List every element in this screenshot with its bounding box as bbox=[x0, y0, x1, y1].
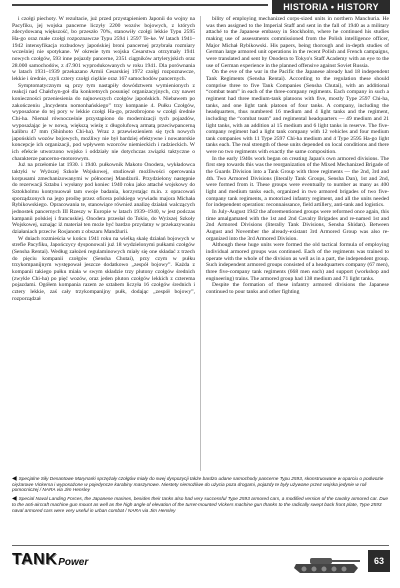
paragraph: W dniach rozmieścia w końcu 1941 roku na wielką skalę działań bojowych w strefie Pacyfiku, Japończycy dysponowali już 18 wydzielonymi pułkami czołgów (Sensha Rentai). Według założeń regulaminowych miały się one składać z trzech do pięciu kompanii czołgów (Sensha Chutai), przy czym w pułku trzykompanijnym występował jeszcze dodatkowo „zespół bojowy”. Każda z kompanii takiego pułku miała w swym składzie trzy plutony czołgów średnich (zwykle Chi-ha) po pięć wozów, oraz jeden pluton czołgów lekkich z czterema pojazdami. Ogółem kompania razem ze sztabem liczyła 16 czołgów średnich i cztery lekkie, zaś cały trzykompanijny pułk, dodając „zespół bojowy”, rozporządzał bbox=[12, 235, 195, 302]
paragraph: On the eve of the war in the Pacific the Japanese already had 18 independent Tank Regiments (Sensha Rentai). According to the regulation these should comprise three to five Tank Companies (Sensha Chutai), with an additional “combat team” in each of the three-company regiments. Each company in such a regiment had three medium-tank platoons with five, mostly Type 2597 Chi-ha, tanks, and one light tank platoon of four tanks. A company, including the headquarters, thus numbered 16 medium and 4 light tanks and the regiment, including the “combat team” and regimental headquarters — 49 medium and 21 light tanks, with an addition al 15 medium and 6 light tanks in reserve. The five-company regiment had a light tank company with 12 vehicles and four medium tank companies with 11 Type 2597 Chi-ha medium and 4 Type 2595 Ha-go light tanks each. The real strength of these units depended on local conditions and there were no two regiments with exactly the same composition. bbox=[206, 69, 389, 156]
article-body bbox=[12, 16, 389, 471]
caption-arrow-icon: ◀ bbox=[12, 496, 17, 503]
right-column-english bbox=[206, 16, 389, 471]
paragraph: Już na przełomie lat 1930. i 1940. pułkownik Makoto Onodera, wykładowca taktyki w Wyższej Szkole Wojskowej, studiował możliwości operowania korpusami zmechanizowanymi w północnej Mandżurii. Przydzielony następnie do rezerwacji Sztabu i wysłany pod koniec 1940 roku jako attaché wojskowy do Sztokholmu kontynuował tam swoje badania, korzystając m.in. z opracowań sporządzonych na jego prośbę przez oficera polskiego wywiadu majora Michała Rybikowskiego. Opracowania te, stanowiące również analizę działań walczących jednostek pancernych III Rzeszy w Europie w latach 1939–1940, w jest podczas kampanii polskiej i francuskiej. Onodera przesłał do Tokio, do Wyższej Szkoły Wojskowej, uznając iż materiał ten może być bardzo przydatny w przekazywaniu działaniach przeciw Rosjanom z obszaru Mandżurii. bbox=[12, 162, 195, 235]
logo-word-tank: TANK bbox=[12, 551, 58, 568]
photo-captions bbox=[12, 477, 389, 517]
paragraph: Despite the formation of these infantry armored divisions the Japanese continued to pour tanks and other fighting bbox=[206, 282, 389, 295]
caption-arrow-icon: ◀ bbox=[12, 476, 17, 482]
caption-polish bbox=[12, 477, 389, 494]
footer-rule bbox=[12, 545, 389, 546]
left-column-polish bbox=[12, 16, 195, 471]
magazine-logo bbox=[12, 547, 88, 569]
paragraph: Although these huge units were formed the old tactical formula of employing individual armored groups was continued. Each of the regiments was trained to operate with the whole of the division as well as in a part, the independent group. Such independent armored groups consisted of a headquarters company (67 men), three five-company tank regiments (668 men each) and support (workshop and engineering) trains. The armored group had 138 medium and 71 light tanks. bbox=[206, 242, 389, 282]
caption-text: Special Naval Landing Forces, the Japanese marines, besides their tanks also had very successful Type 2593 armored cars, a modified version of the cavalry armored car. Due to the anti-aircraft machine gun mount as well as the high angle of elevation of the turret-mounted Vickers machine gun thanks to the radically swept back front plate, Type 2593 naval armored cars were very useful in urban combat / NARA via Jim Hensley bbox=[12, 497, 388, 514]
logo-word-power: Power bbox=[58, 557, 89, 568]
column-divider bbox=[200, 16, 201, 471]
paragraph: Symptomatycznym są przy tym nastąpiły dowództwem wymienionych z reakcji nad Chałchyn-goł dla konkretnych posunięć organizacyjnych, czy nawet konieczności przeniesienia do najnowszych czołgów japońskich. Niebawem po zakończeniu „Incydentu nomonhańskiego” trzy kompanie 4. Pułku Czołgów, wyposażone do tej pory w lekkie czołgi Ha-go, przezbrojono w czołgi średnie Chi-ha. Niemal równocześnie przystąpiono do modernizacji tych pojazdów, wyposażając je w nową, większą wieżę z długolufową armatą przeciwpancerną kalibru 47 mm (Shinhoto Chi-ha). Wraz z przewiezieniem się tych nowych japońskich wozów bojowych, możliwy nie był bardziej efektywne i nowatorskie koncepcje ich organizacji, pod wpływem wzorców niemieckich i radzieckich. W ich efekcie utworzono wojsko i oddziały nie dotychczas związki taktyczne o charakterze pancerno-motorowym. bbox=[12, 82, 195, 162]
caption-text: Specjalne Siły Desantowe Marynarki sprzężały czołgów miały do swej dyspozycji także bardzo udane samochody pancerne Typu 2593, skonstruowane w oparciu o podwozie ciężarowe Vickersa i wyposażone w pojedyncze karabiny maszynowe. Niestety niemożliwe do użycia poza drogami, pojazdy te były używane przez wojska jedynie w roli pomocniczej / NARA via Jim Hensley bbox=[12, 477, 384, 494]
header-rule bbox=[12, 4, 268, 6]
paragraph: bility of employing mechanized corps-sized units in northern Manchuria. He was then assigned to the Imperial Staff and sent in the fall of 1940 as a military attaché to the Japanese embassy in Stockholm, where he continued his studies making use of assessments commissioned from the Polish intelligence officer, Major Michał Rybikowski. His papers, being thorough and in-depth studies of German large armored unit operations in the recent Polish and French campaigns, were translated and sent by Onodera to Tokyo's Staff Academy with an eye to the use of German experience in the planned offensive against Soviet Russia. bbox=[206, 16, 389, 69]
paragraph: In July-August 1942 the aforementioned groups were reformed once again, this time amalgamated with the 1st and 2nd Cavalry Brigades and re-named 1st and 2nd Armored Divisions (literally Tank Divisions, Sensha Shidan). Between August and November the already-existant 3rd Armored Group was also re-organized into the 3rd Armored Division. bbox=[206, 209, 389, 242]
tank-silhouette-icon bbox=[292, 552, 364, 576]
paragraph: In the early 1940s work began on creating Japan's own armored divisions. The first step towards this was the reorganization of the Mixed Mechanized Brigade of the Guards Division into a Tank Group with three regiments — the 2nd, 3rd and 4th. Two Armored Divisions (literally Tank Groups, Sensha Dan), 1st and 2nd, were formed from it. These groups were eventually to number as many as 400 light and medium tanks each, organized in two armored brigades of two five-company tank regiments, a motorized infantry regiment, and all the units needed for independent operation: reconnaissance, field artillery, anti-tank and logistics. bbox=[206, 155, 389, 209]
caption-english bbox=[12, 497, 389, 514]
page-number-text: 63 bbox=[373, 556, 384, 566]
section-header bbox=[272, 0, 390, 14]
page-number bbox=[368, 550, 390, 572]
paragraph: i czołgi piechoty. W rezultacie, już przed przystąpieniem Japonii do wojny na Pacyfiku, jej wojska pancerne liczyły 2200 wozów bojowych, z których zdecydowaną większość, bo przeszło 70%, stanowiły czołgi lekkie Typu 2595 Ha-go oraz małe czołgi rozpoznawcze Typu 2594 i 2597 Te-ke. W latach 1941–1942 intensyfikacja rozbudowy japońskiej broni pancernej przybrała rozmiary wcześniej nie spotykane. W okresie tym wojska Cesarstwa otrzymały 1941 nowych czołgów, 593 inne pojazdy pancerne, 2351 ciągników artyleryjskich oraz 28.000 samochodów, z 47.901 wyprodukowanych w roku 1941. Dla porównania w latach 1931–1939 przekazano Armii Cesarskiej 1972 czołgi rozpoznawcze, lekkie i średnie, czyli cztery czołgi ciężkie oraz 167 samochodów pancernych. bbox=[12, 16, 195, 82]
section-title: HISTORIA • HISTORY bbox=[283, 2, 379, 12]
